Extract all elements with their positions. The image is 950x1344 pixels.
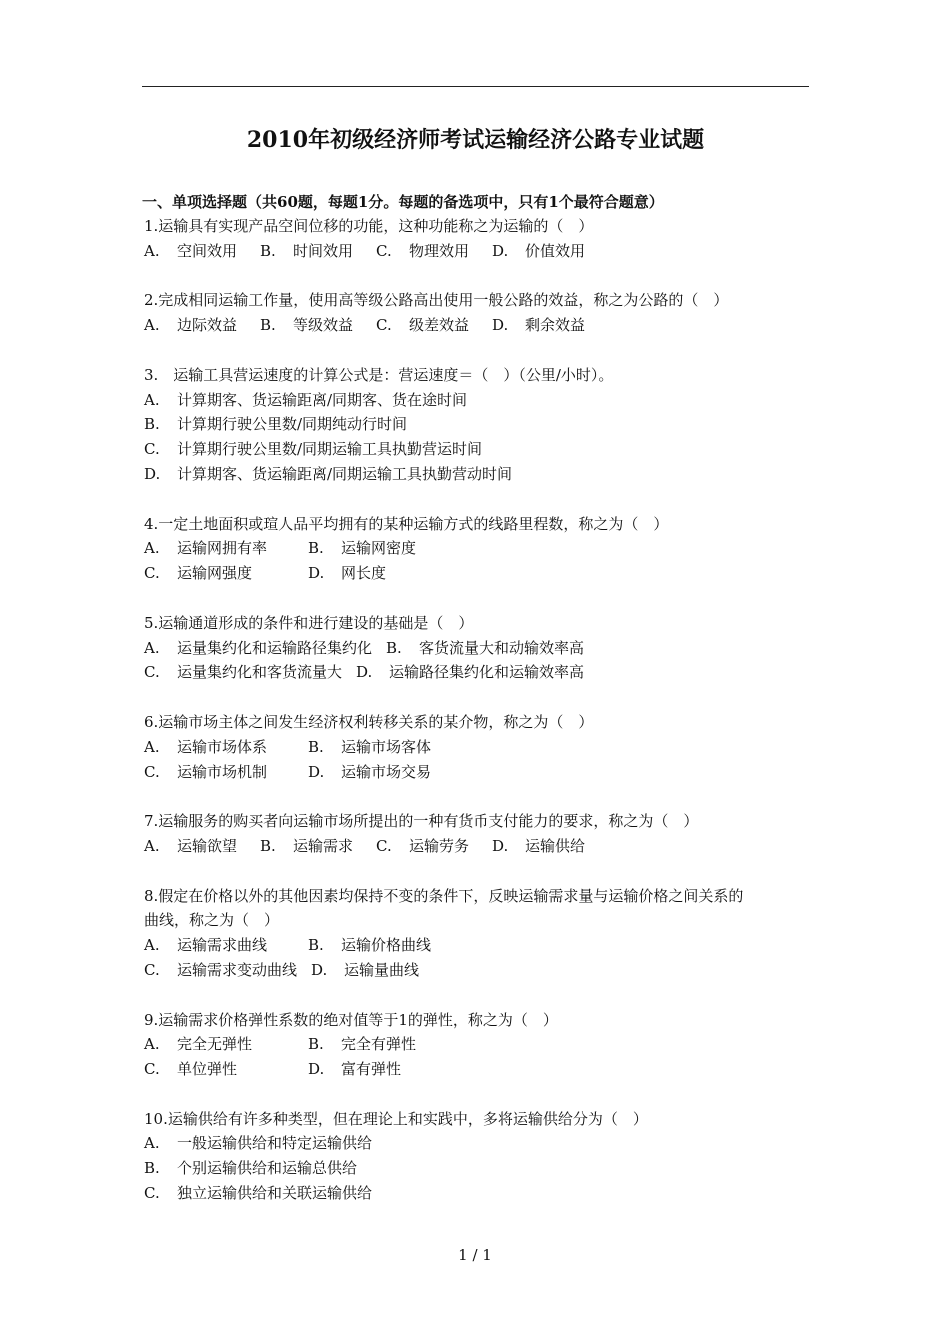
option-letter: C.	[376, 836, 392, 855]
option-text: 运输需求	[293, 836, 354, 855]
option-text: 运输网密度	[341, 539, 417, 558]
option-row	[144, 412, 814, 437]
option	[260, 834, 376, 859]
option	[492, 313, 608, 338]
option	[144, 536, 294, 561]
option-letter: A.	[144, 390, 160, 409]
option	[144, 735, 294, 760]
question-stem: 10.运输供给有许多种类型，但在理论上和实践中，多将运输供给分为（ ）	[144, 1109, 648, 1128]
option	[308, 1057, 401, 1082]
option	[308, 561, 386, 586]
option-letter: A.	[144, 316, 160, 335]
option-letter: A.	[144, 836, 160, 855]
option-row	[144, 437, 814, 462]
option-letter: D.	[492, 836, 509, 855]
question-stem: 5.运输通道形成的条件和进行建设的基础是（ ）	[144, 613, 474, 632]
option-letter: B.	[260, 241, 276, 260]
option-letter: B.	[308, 1035, 324, 1054]
question-stem: 7.运输服务的购买者向运输市场所提出的一种有货币支付能力的要求，称之为（ ）	[144, 812, 699, 831]
option	[144, 462, 512, 487]
option	[311, 958, 419, 983]
option-text: 物理效用	[409, 241, 470, 260]
option-row	[144, 462, 814, 487]
question-9	[144, 1008, 814, 1082]
option-letter: A.	[144, 638, 160, 657]
question-stem: 6.运输市场主体之间发生经济权利转移关系的某介物，称之为（ ）	[144, 712, 594, 731]
option	[376, 313, 492, 338]
option-text: 运输市场机制	[177, 762, 268, 781]
question-3	[144, 363, 814, 487]
option	[144, 760, 294, 785]
option-text: 剩余效益	[525, 316, 586, 335]
option	[144, 388, 467, 413]
option-row	[144, 1057, 814, 1082]
option-text: 计算期客、货运输距离/同期运输工具执勤营动时间	[177, 464, 513, 483]
option	[376, 834, 492, 859]
question-6	[144, 710, 814, 784]
option-row	[144, 1181, 814, 1206]
question-1	[144, 214, 814, 264]
page-number: 1 / 1	[458, 1246, 492, 1264]
option-text: 网长度	[341, 564, 387, 583]
question-stem: 4.一定土地面积或瑄人品平均拥有的某种运输方式的线路里程数，称之为（ ）	[144, 514, 669, 533]
option-text: 边际效益	[177, 316, 238, 335]
question-stem: 曲线，称之为（ ）	[144, 911, 280, 930]
option-text: 运输需求曲线	[177, 936, 268, 955]
option	[308, 933, 431, 958]
option-letter: D.	[144, 464, 161, 483]
option-row	[144, 834, 814, 859]
question-7	[144, 809, 814, 859]
option	[144, 958, 297, 983]
option-row	[144, 1131, 814, 1156]
option-text: 级差效益	[409, 316, 470, 335]
option-text: 计算期客、货运输距离/同期客、货在途时间	[177, 390, 468, 409]
option	[144, 1181, 372, 1206]
option-text: 完全无弹性	[177, 1035, 253, 1054]
option	[144, 239, 260, 264]
option-letter: C.	[144, 1060, 160, 1079]
option-row	[144, 735, 814, 760]
option	[144, 636, 372, 661]
option-text: 运输劳务	[409, 836, 470, 855]
option-text: 运输欲望	[177, 836, 238, 855]
option-text: 客货流量大和动输效率高	[419, 638, 585, 657]
option-letter: D.	[308, 564, 325, 583]
question-4	[144, 512, 814, 586]
option-letter: C.	[144, 663, 160, 682]
option-text: 运输需求变动曲线	[177, 960, 298, 979]
option-text: 运输网拥有率	[177, 539, 268, 558]
option	[144, 313, 260, 338]
option-letter: C.	[144, 762, 160, 781]
option-row	[144, 760, 814, 785]
option-letter: A.	[144, 539, 160, 558]
option-text: 运输供给	[525, 836, 586, 855]
option-letter: A.	[144, 936, 160, 955]
option-letter: C.	[376, 316, 392, 335]
option-text: 空间效用	[177, 241, 238, 260]
option-row	[144, 1156, 814, 1181]
option-text: 计算期行驶公里数/同期纯动行时间	[177, 415, 408, 434]
document-title: 2010年初级经济师考试运输经济公路专业试题	[246, 127, 705, 153]
option-text: 完全有弹性	[341, 1035, 417, 1054]
option-row	[144, 313, 814, 338]
option-text: 运输市场交易	[341, 762, 432, 781]
question-stem: 8.假定在价格以外的其他因素均保持不变的条件下，反映运输需求量与运输价格之间关系的	[144, 886, 744, 905]
option-text: 运量集约化和运输路径集约化	[177, 638, 373, 657]
option-letter: A.	[144, 1134, 160, 1153]
option-text: 运输市场客体	[341, 737, 432, 756]
option-row	[144, 636, 814, 661]
option-letter: B.	[308, 737, 324, 756]
option	[144, 1156, 357, 1181]
option-row	[144, 536, 814, 561]
question-5	[144, 611, 814, 685]
question-10	[144, 1107, 814, 1206]
question-stem: 1.运输具有实现产品空间位移的功能，这种功能称之为运输的（ ）	[144, 217, 594, 235]
option-text: 运输网强度	[177, 564, 253, 583]
question-stem: 9.运输需求价格弹性系数的绝对值等于1的弹性，称之为（ ）	[144, 1010, 558, 1029]
option-text: 一般运输供给和特定运输供给	[177, 1134, 373, 1153]
option	[492, 834, 608, 859]
option-letter: D.	[356, 663, 373, 682]
option	[308, 760, 431, 785]
option-letter: A.	[144, 1035, 160, 1054]
option	[308, 735, 431, 760]
option-letter: B.	[260, 316, 276, 335]
option-letter: D.	[492, 241, 509, 260]
header-rule	[142, 86, 809, 87]
section-heading: 一、单项选择题（共60题，每题1分。每题的备选项中，只有1个最符合题意）	[142, 193, 664, 211]
option	[144, 561, 294, 586]
option-text: 等级效益	[293, 316, 354, 335]
option	[376, 239, 492, 264]
question-stem: 3. 运输工具营运速度的计算公式是：营运速度＝（ ）（公里/小时）。	[144, 365, 614, 384]
option-letter: B.	[386, 638, 402, 657]
option-letter: B.	[144, 415, 160, 434]
option-text: 时间效用	[293, 241, 354, 260]
option	[308, 536, 416, 561]
option-letter: B.	[144, 1159, 160, 1178]
option-row	[144, 1032, 814, 1057]
option	[144, 1057, 294, 1082]
option-row	[144, 933, 814, 958]
option-text: 单位弹性	[177, 1060, 238, 1079]
option-letter: C.	[376, 241, 392, 260]
option-row	[144, 239, 814, 264]
option-text: 运量集约化和客货流量大	[177, 663, 343, 682]
option-text: 价值效用	[525, 241, 586, 260]
option	[144, 834, 260, 859]
option	[144, 1032, 294, 1057]
option-row	[144, 660, 814, 685]
option-text: 个别运输供给和运输总供给	[177, 1159, 358, 1178]
option-text: 运输价格曲线	[341, 936, 432, 955]
option	[260, 239, 376, 264]
option	[144, 437, 482, 462]
option	[144, 412, 407, 437]
question-8	[144, 884, 814, 983]
option	[144, 1131, 372, 1156]
option-letter: C.	[144, 440, 160, 459]
option-letter: B.	[308, 539, 324, 558]
option	[492, 239, 608, 264]
option-letter: B.	[308, 936, 324, 955]
option-letter: C.	[144, 960, 160, 979]
option-row	[144, 958, 814, 983]
option-letter: A.	[144, 737, 160, 756]
option-letter: C.	[144, 1184, 160, 1203]
option-row	[144, 561, 814, 586]
option-letter: B.	[260, 836, 276, 855]
option	[144, 933, 294, 958]
question-stem: 2.完成相同运输工作量，使用高等级公路高出使用一般公路的效益，称之为公路的（ ）	[144, 291, 729, 310]
option-text: 运输市场体系	[177, 737, 268, 756]
option-letter: D.	[308, 1060, 325, 1079]
question-list	[144, 214, 814, 1231]
option-letter: D.	[311, 960, 328, 979]
option-letter: D.	[308, 762, 325, 781]
option-text: 运输路径集约化和运输效率高	[389, 663, 585, 682]
option	[308, 1032, 416, 1057]
option-text: 独立运输供给和关联运输供给	[177, 1184, 373, 1203]
option-text: 运输量曲线	[344, 960, 420, 979]
option-letter: A.	[144, 241, 160, 260]
option	[356, 660, 584, 685]
option	[144, 660, 342, 685]
question-2	[144, 288, 814, 338]
option-letter: D.	[492, 316, 509, 335]
option	[260, 313, 376, 338]
option-text: 富有弹性	[341, 1060, 402, 1079]
option	[386, 636, 584, 661]
option-text: 计算期行驶公里数/同期运输工具执勤营运时间	[177, 440, 483, 459]
option-letter: C.	[144, 564, 160, 583]
option-row	[144, 388, 814, 413]
